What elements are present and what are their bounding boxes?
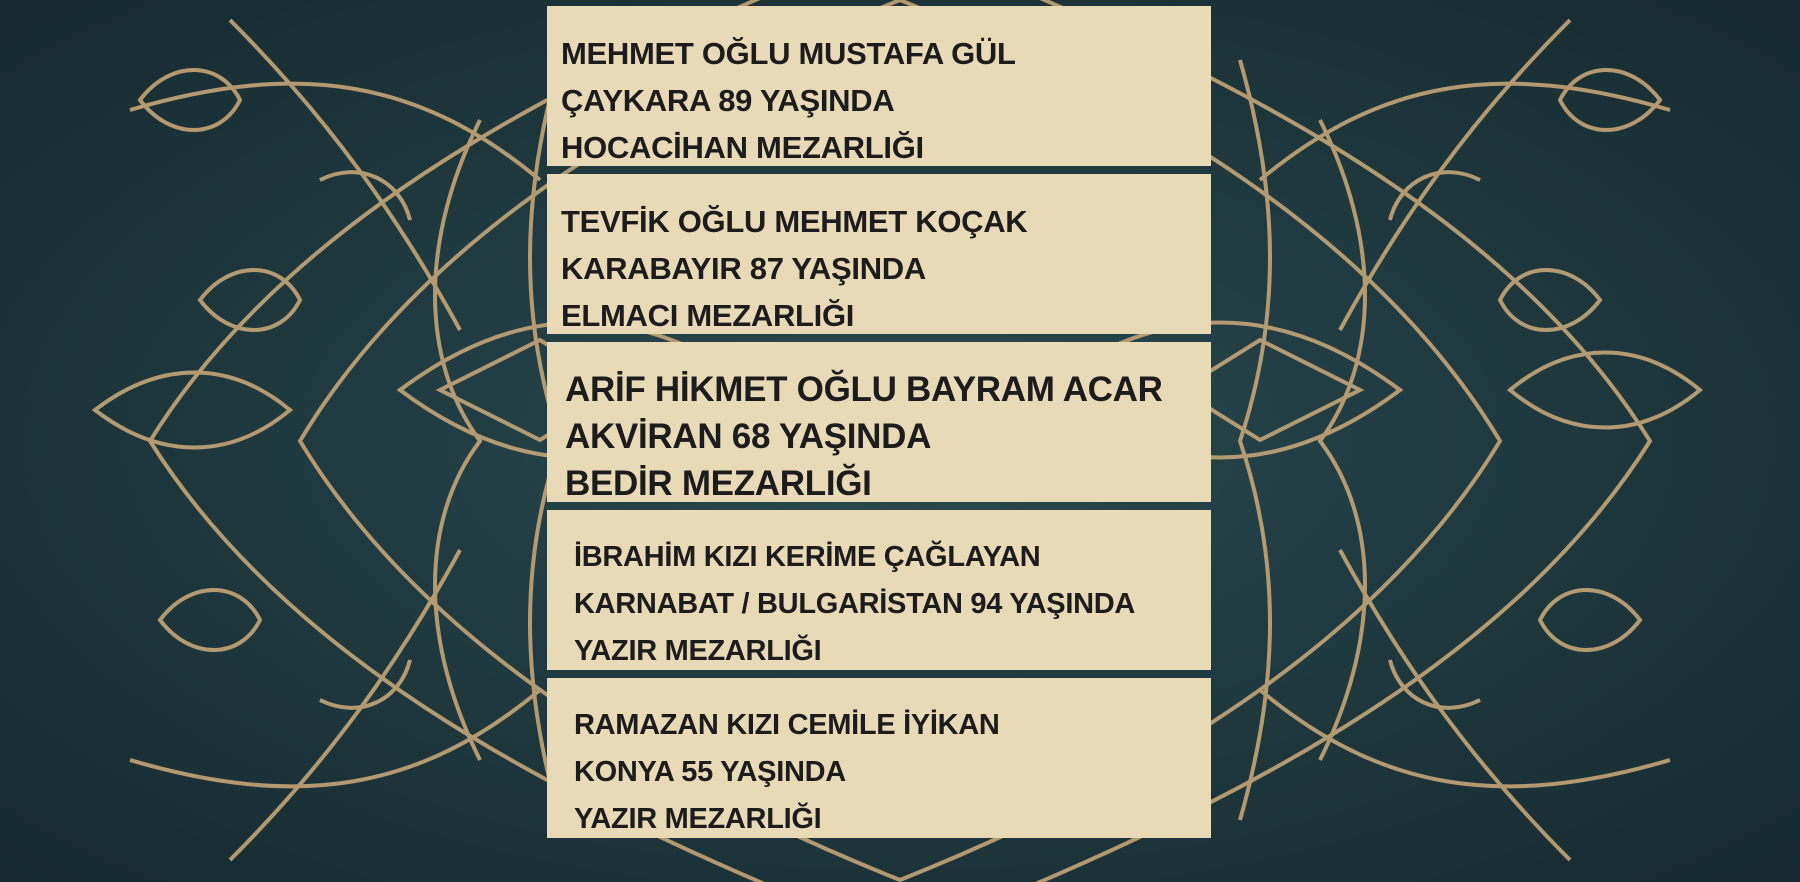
- deceased-name: ARİF HİKMET OĞLU BAYRAM ACAR: [565, 370, 1163, 409]
- origin-and-age: AKVİRAN 68 YAŞINDA: [565, 417, 932, 456]
- cemetery-name: YAZIR MEZARLIĞI: [574, 803, 822, 835]
- deceased-name: RAMAZAN KIZI CEMİLE İYİKAN: [574, 709, 1000, 741]
- origin-and-age: ÇAYKARA 89 YAŞINDA: [561, 83, 895, 118]
- cemetery-name: YAZIR MEZARLIĞI: [574, 635, 822, 667]
- cemetery-name: BEDİR MEZARLIĞI: [565, 464, 872, 503]
- origin-and-age: KONYA 55 YAŞINDA: [574, 756, 846, 788]
- deceased-name: İBRAHİM KIZI KERİME ÇAĞLAYAN: [574, 541, 1041, 573]
- deceased-name: MEHMET OĞLU MUSTAFA GÜL: [561, 36, 1016, 71]
- obituary-card: [547, 174, 1211, 334]
- cemetery-name: ELMACI MEZARLIĞI: [561, 298, 855, 333]
- origin-and-age: KARABAYIR 87 YAŞINDA: [561, 251, 926, 286]
- obituary-card: [547, 342, 1211, 502]
- obituary-card: [547, 678, 1211, 838]
- obituary-card: [547, 6, 1211, 166]
- obituary-list: [547, 6, 1211, 846]
- deceased-name: TEVFİK OĞLU MEHMET KOÇAK: [561, 204, 1028, 239]
- obituary-card: [547, 510, 1211, 670]
- origin-and-age: KARNABAT / BULGARİSTAN 94 YAŞINDA: [574, 588, 1136, 620]
- cemetery-name: HOCACİHAN MEZARLIĞI: [561, 130, 924, 165]
